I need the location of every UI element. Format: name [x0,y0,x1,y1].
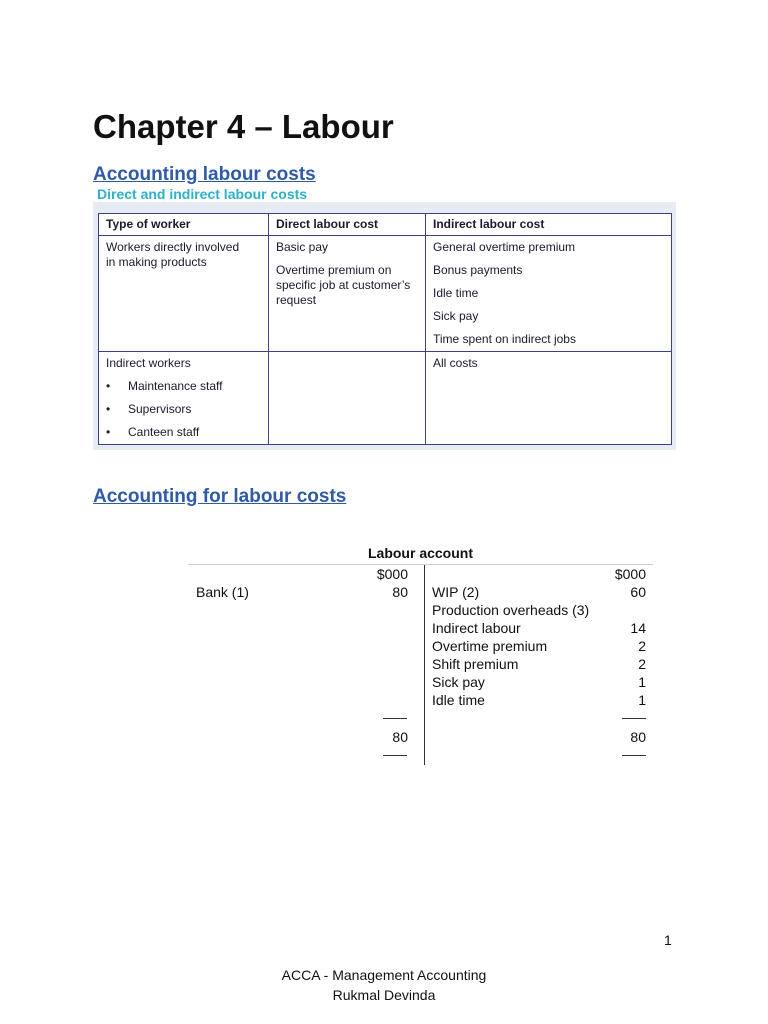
credit-subtotal-rule [622,718,646,719]
clipped-caption-text: Direct and indirect labour costs [97,186,308,202]
debit-subtotal-rule [383,718,407,719]
cell-line: Sick pay [433,309,479,323]
cell-line: Basic pay [276,240,329,254]
section-heading-accounting-for-labour-costs: Accounting for labour costs [93,486,347,507]
labour-cost-table-image [93,202,676,450]
credit-entry-amount: 1 [638,674,646,690]
credit-entry-label: Shift premium [432,656,519,672]
t-account-top-rule [188,564,653,565]
t-account-divider [424,565,425,765]
cell-line: Bonus payments [433,263,523,277]
header-indirect-labour-cost: Indirect labour cost [426,214,672,236]
list-item: • Supervisors [106,402,192,416]
credit-entry-amount: 60 [630,584,646,600]
credit-entry-label: Indirect labour [432,620,521,636]
cell-line: Idle time [433,286,479,300]
credit-total: 80 [630,729,646,745]
credit-total-rule [622,755,646,756]
footer-author: Rukmal Devinda [332,987,436,1003]
labour-cost-table [98,213,672,445]
header-type-of-worker: Type of worker [99,214,269,236]
cell-line: specific job at customer’s [276,278,411,292]
credit-entry-label: Overtime premium [432,638,548,654]
cell-direct-labour-items [269,236,426,352]
page-footer [0,965,768,1005]
debit-entry-label: Bank (1) [196,584,249,600]
footer-course: ACCA - Management Accounting [281,967,487,983]
chapter-title: Chapter 4 – Labour [93,108,394,145]
t-account-title: Labour account [367,545,473,561]
cell-indirect-labour-items [426,236,672,352]
page-number: 1 [664,932,672,948]
cell-indirect-workers-indirect-cost: All costs [426,352,672,445]
list-item: • Canteen staff [106,425,200,439]
credit-entry-amount: 1 [638,692,646,708]
debit-unit: $000 [376,566,408,582]
cell-indirect-workers [99,352,269,445]
cell-line: Time spent on indirect jobs [433,332,576,346]
section-heading-accounting-labour-costs: Accounting labour costs [93,164,316,185]
cell-indirect-workers-direct-cost [269,352,426,445]
debit-total-rule [383,755,407,756]
debit-entry-amount: 80 [392,584,408,600]
credit-entry-label: Production overheads (3) [432,602,590,618]
credit-entry-amount: 2 [638,656,646,672]
cell-line: General overtime premium [433,240,576,254]
cell-line: request [276,293,317,307]
credit-entry-label: Sick pay [432,674,485,690]
cell-line: Workers directly involved [106,240,240,254]
cell-line: Indirect workers [106,356,191,370]
header-direct-labour-cost: Direct labour cost [269,214,426,236]
debit-total: 80 [392,729,408,745]
table-header-row [99,214,672,236]
credit-entry-amount: 14 [630,620,646,636]
cell-direct-workers [99,236,269,352]
credit-entry-amount: 2 [638,638,646,654]
cell-line: Overtime premium on [276,263,392,277]
table-row [99,236,672,352]
credit-entry-label: WIP (2) [432,584,480,600]
table-row [99,352,672,445]
credit-unit: $000 [614,566,646,582]
credit-entry-label: Idle time [432,692,485,708]
clipped-table-caption [97,186,397,202]
list-item: • Maintenance staff [106,379,223,393]
cell-line: in making products [106,255,207,269]
labour-t-account [188,544,653,766]
